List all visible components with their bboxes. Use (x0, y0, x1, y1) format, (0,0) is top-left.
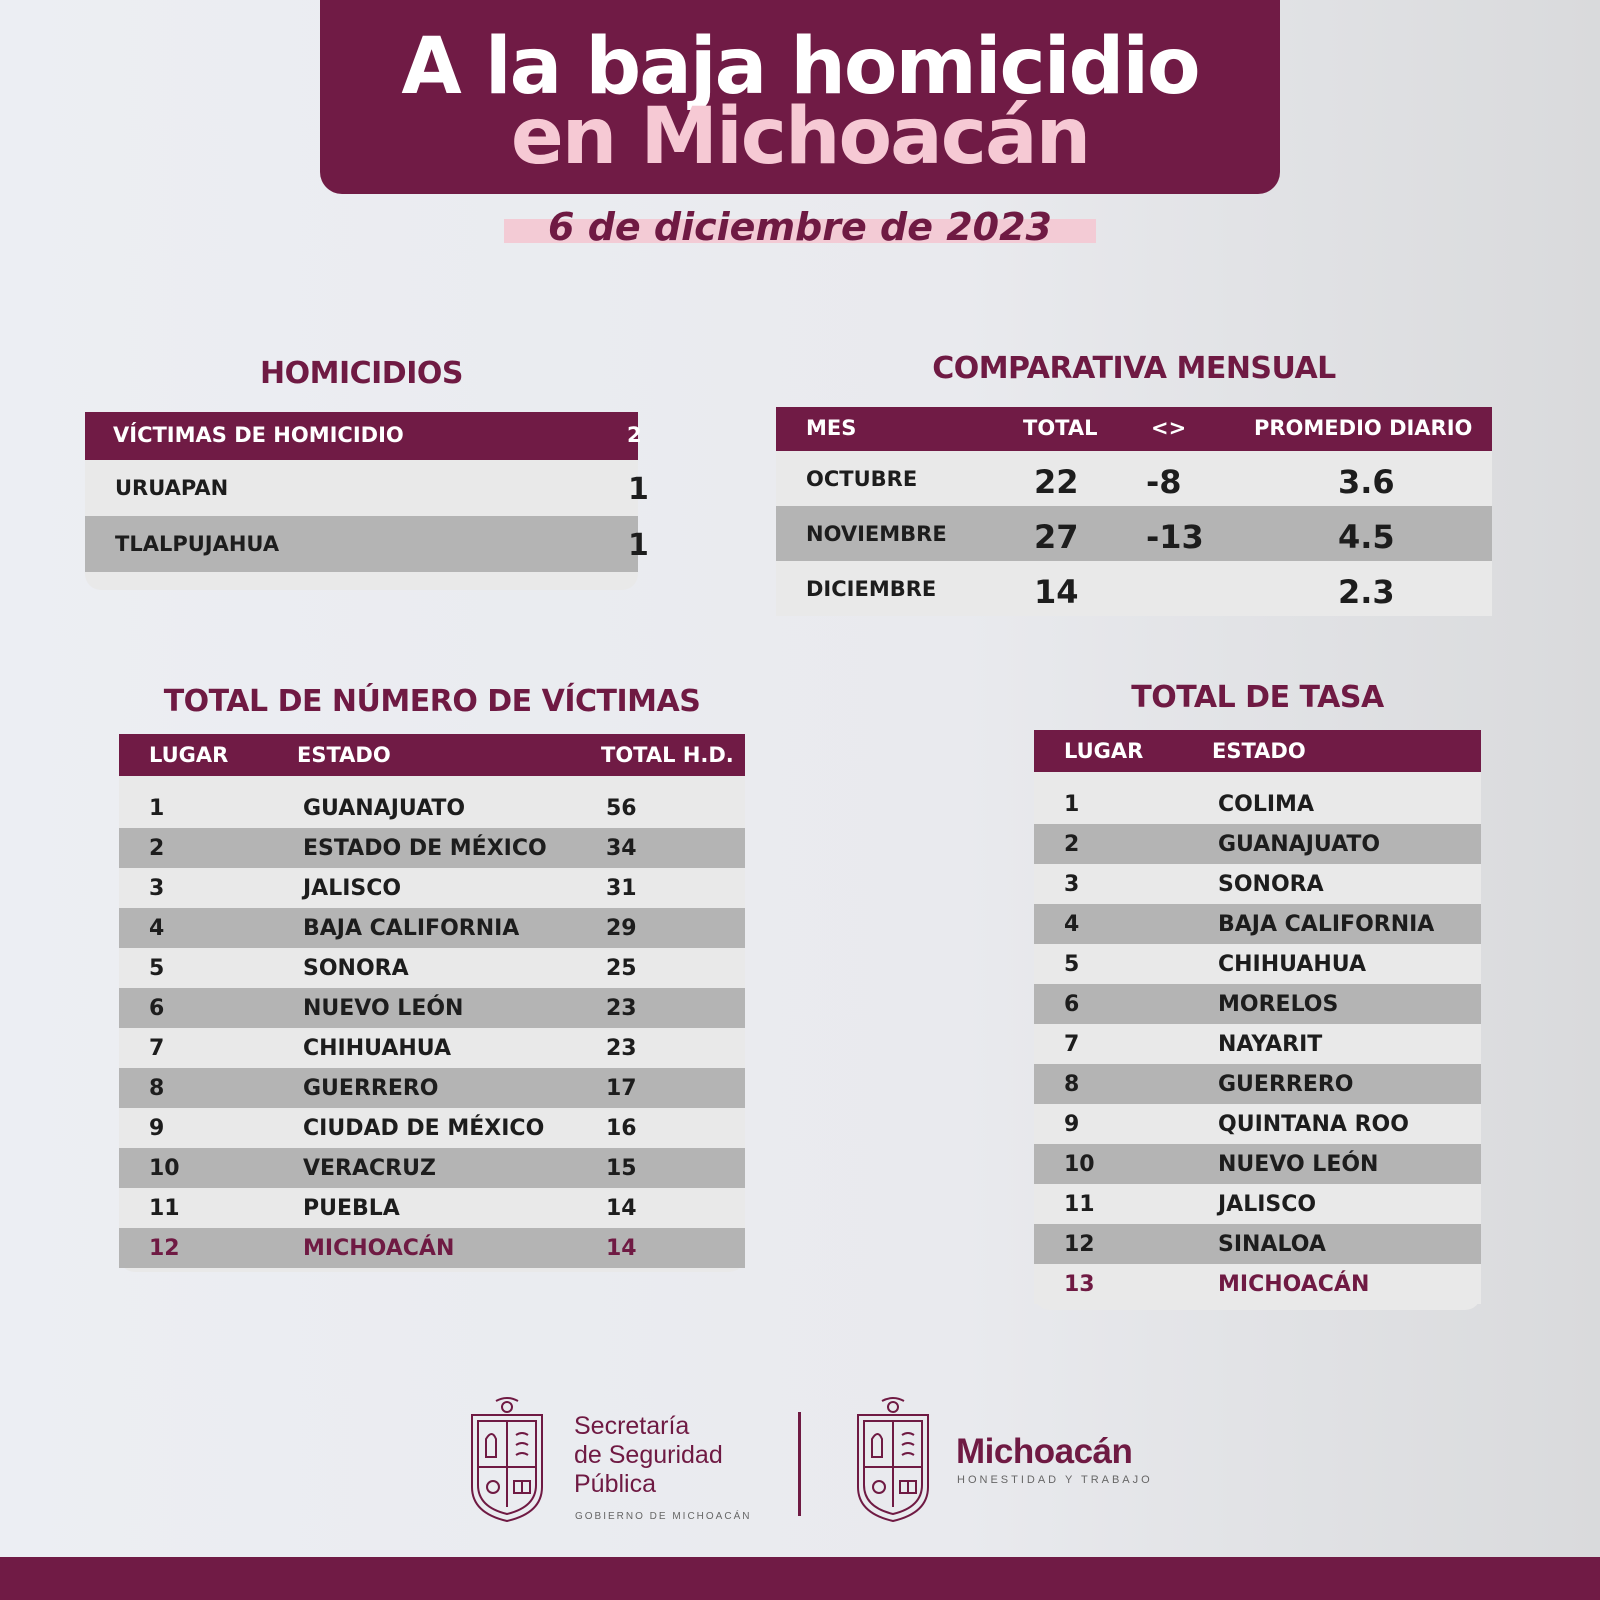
table-row (119, 948, 745, 988)
michoacan-logo-subtitle: HONESTIDAD Y TRABAJO (957, 1474, 1153, 1486)
total-cell: 29 (606, 916, 637, 941)
table-row (119, 988, 745, 1028)
estado-cell: SINALOA (1218, 1232, 1326, 1257)
ssp-line-1: Secretaría (574, 1412, 690, 1440)
total-cell: 25 (606, 956, 637, 981)
lugar-cell: 3 (1064, 872, 1080, 897)
total-cell: 14 (606, 1236, 637, 1261)
col-diff: <> (1151, 416, 1187, 440)
estado-cell: CHIHUAHUA (303, 1036, 451, 1061)
total-cell: 15 (606, 1156, 637, 1181)
title-line-2: en Michoacán (510, 92, 1090, 182)
coat-of-arms-icon (852, 1395, 934, 1523)
lugar-cell: 11 (149, 1196, 180, 1221)
lugar-cell: 9 (149, 1116, 165, 1141)
estado-cell: PUEBLA (303, 1196, 400, 1221)
lugar-cell: 11 (1064, 1192, 1095, 1217)
lugar-cell: 7 (1064, 1032, 1080, 1057)
estado-cell: VERACRUZ (303, 1156, 436, 1181)
table-row (119, 1068, 745, 1108)
total-cell: 22 (1034, 463, 1079, 501)
table-row (1034, 784, 1481, 824)
coat-of-arms-icon (466, 1395, 548, 1523)
tasa-header (1034, 730, 1481, 772)
ssp-subtitle: GOBIERNO DE MICHOACÁN (575, 1511, 752, 1522)
estado-cell: MICHOACÁN (1218, 1272, 1370, 1297)
table-row (1034, 904, 1481, 944)
lugar-cell: 12 (1064, 1232, 1095, 1257)
tasa-table (1034, 730, 1481, 1310)
ssp-line-2: de Seguridad (574, 1441, 723, 1469)
ssp-logo-text (574, 1412, 723, 1499)
promedio-cell: 2.3 (1338, 573, 1395, 611)
lugar-cell: 10 (1064, 1152, 1095, 1177)
municipio-label: TLALPUJAHUA (115, 532, 280, 556)
total-cell: 34 (606, 836, 637, 861)
ssp-line-3: Pública (574, 1470, 656, 1498)
lugar-cell: 2 (1064, 832, 1080, 857)
estado-cell: JALISCO (1218, 1192, 1317, 1217)
lugar-cell: 5 (149, 956, 165, 981)
estado-cell: JALISCO (303, 876, 402, 901)
col-promedio: PROMEDIO DIARIO (1254, 416, 1473, 440)
homicidios-table (85, 412, 649, 590)
victimas-title: TOTAL DE NÚMERO DE VÍCTIMAS (163, 684, 701, 719)
header-value: 2 (627, 423, 642, 447)
table-row (1034, 1224, 1481, 1264)
total-cell: 14 (606, 1196, 637, 1221)
estado-cell: GUANAJUATO (1218, 832, 1381, 857)
municipio-value: 1 (628, 528, 649, 563)
estado-cell: SONORA (303, 956, 409, 981)
table-row (776, 451, 1492, 506)
table-row (1034, 1104, 1481, 1144)
estado-cell: GUERRERO (303, 1076, 439, 1101)
estado-cell: BAJA CALIFORNIA (1218, 912, 1435, 937)
comparativa-title: COMPARATIVA MENSUAL (932, 351, 1336, 386)
estado-cell: NUEVO LEÓN (1218, 1152, 1379, 1177)
estado-cell: NUEVO LEÓN (303, 996, 464, 1021)
col-mes: MES (806, 416, 857, 440)
total-cell: 23 (606, 996, 637, 1021)
table-row (119, 1148, 745, 1188)
logo-divider (798, 1412, 801, 1516)
estado-cell: NAYARIT (1218, 1032, 1323, 1057)
estado-cell: GUANAJUATO (303, 796, 466, 821)
mes-cell: OCTUBRE (806, 467, 918, 491)
total-cell: 27 (1034, 518, 1079, 556)
table-row (1034, 1024, 1481, 1064)
promedio-cell: 4.5 (1338, 518, 1395, 556)
lugar-cell: 13 (1064, 1272, 1095, 1297)
table-row (119, 1108, 745, 1148)
comparativa-table (776, 407, 1492, 613)
estado-cell: CIUDAD DE MÉXICO (303, 1116, 545, 1141)
table-row (119, 908, 745, 948)
table-row (776, 506, 1492, 561)
lugar-cell: 9 (1064, 1112, 1080, 1137)
table-row (1034, 1264, 1481, 1304)
table-row (1034, 1064, 1481, 1104)
victimas-header (119, 734, 745, 776)
estado-cell: BAJA CALIFORNIA (303, 916, 520, 941)
total-cell: 31 (606, 876, 637, 901)
lugar-cell: 10 (149, 1156, 180, 1181)
table-row (1034, 944, 1481, 984)
municipio-label: URUAPAN (115, 476, 229, 500)
total-cell: 56 (606, 796, 637, 821)
promedio-cell: 3.6 (1338, 463, 1395, 501)
estado-cell: MICHOACÁN (303, 1236, 455, 1261)
title-line-1: A la baja homicidio (401, 22, 1199, 112)
lugar-cell: 4 (1064, 912, 1080, 937)
estado-cell: GUERRERO (1218, 1072, 1354, 1097)
lugar-cell: 1 (149, 796, 165, 821)
lugar-cell: 12 (149, 1236, 180, 1261)
table-row (119, 868, 745, 908)
comparativa-header (776, 407, 1492, 451)
table-row (85, 460, 649, 516)
date-label: 6 de diciembre de 2023 (548, 205, 1052, 249)
title-banner (320, 0, 1280, 194)
table-row (1034, 864, 1481, 904)
lugar-cell: 6 (1064, 992, 1080, 1017)
table-row (119, 1228, 745, 1268)
col-total: TOTAL (1023, 416, 1098, 440)
estado-cell: QUINTANA ROO (1218, 1112, 1409, 1137)
lugar-cell: 2 (149, 836, 165, 861)
lugar-cell: 8 (149, 1076, 165, 1101)
table-row (1034, 824, 1481, 864)
estado-cell: ESTADO DE MÉXICO (303, 836, 547, 861)
homicidios-title: HOMICIDIOS (260, 356, 463, 391)
total-cell: 23 (606, 1036, 637, 1061)
total-cell: 17 (606, 1076, 637, 1101)
footer-bar (0, 1557, 1600, 1600)
table-row (119, 828, 745, 868)
estado-cell: SONORA (1218, 872, 1324, 897)
diff-cell: -8 (1146, 463, 1182, 501)
mes-cell: NOVIEMBRE (806, 522, 947, 546)
estado-cell: CHIHUAHUA (1218, 952, 1366, 977)
col-estado: ESTADO (297, 743, 391, 767)
estado-cell: MORELOS (1218, 992, 1339, 1017)
estado-cell: COLIMA (1218, 792, 1314, 817)
total-cell: 16 (606, 1116, 637, 1141)
col-total-hd: TOTAL H.D. (601, 743, 734, 767)
victimas-table (119, 734, 745, 1272)
table-row (119, 1028, 745, 1068)
michoacan-logo-text: Michoacán (956, 1432, 1133, 1471)
table-row (119, 788, 745, 828)
header-label: VÍCTIMAS DE HOMICIDIO (113, 423, 404, 447)
table-row (1034, 1184, 1481, 1224)
lugar-cell: 4 (149, 916, 165, 941)
col-lugar: LUGAR (1064, 739, 1144, 763)
col-lugar: LUGAR (149, 743, 229, 767)
lugar-cell: 3 (149, 876, 165, 901)
municipio-value: 1 (628, 472, 649, 507)
col-estado: ESTADO (1212, 739, 1306, 763)
table-row (1034, 1144, 1481, 1184)
tasa-body (1034, 772, 1481, 1304)
mes-cell: DICIEMBRE (806, 577, 937, 601)
table-row (119, 1188, 745, 1228)
homicidios-header (85, 412, 642, 460)
lugar-cell: 5 (1064, 952, 1080, 977)
lugar-cell: 1 (1064, 792, 1080, 817)
victimas-body (119, 776, 745, 1268)
table-row (85, 516, 649, 572)
diff-cell: -13 (1146, 518, 1204, 556)
lugar-cell: 6 (149, 996, 165, 1021)
table-row (1034, 984, 1481, 1024)
lugar-cell: 7 (149, 1036, 165, 1061)
table-row (776, 561, 1492, 616)
tasa-title: TOTAL DE TASA (1131, 680, 1384, 715)
total-cell: 14 (1034, 573, 1079, 611)
lugar-cell: 8 (1064, 1072, 1080, 1097)
